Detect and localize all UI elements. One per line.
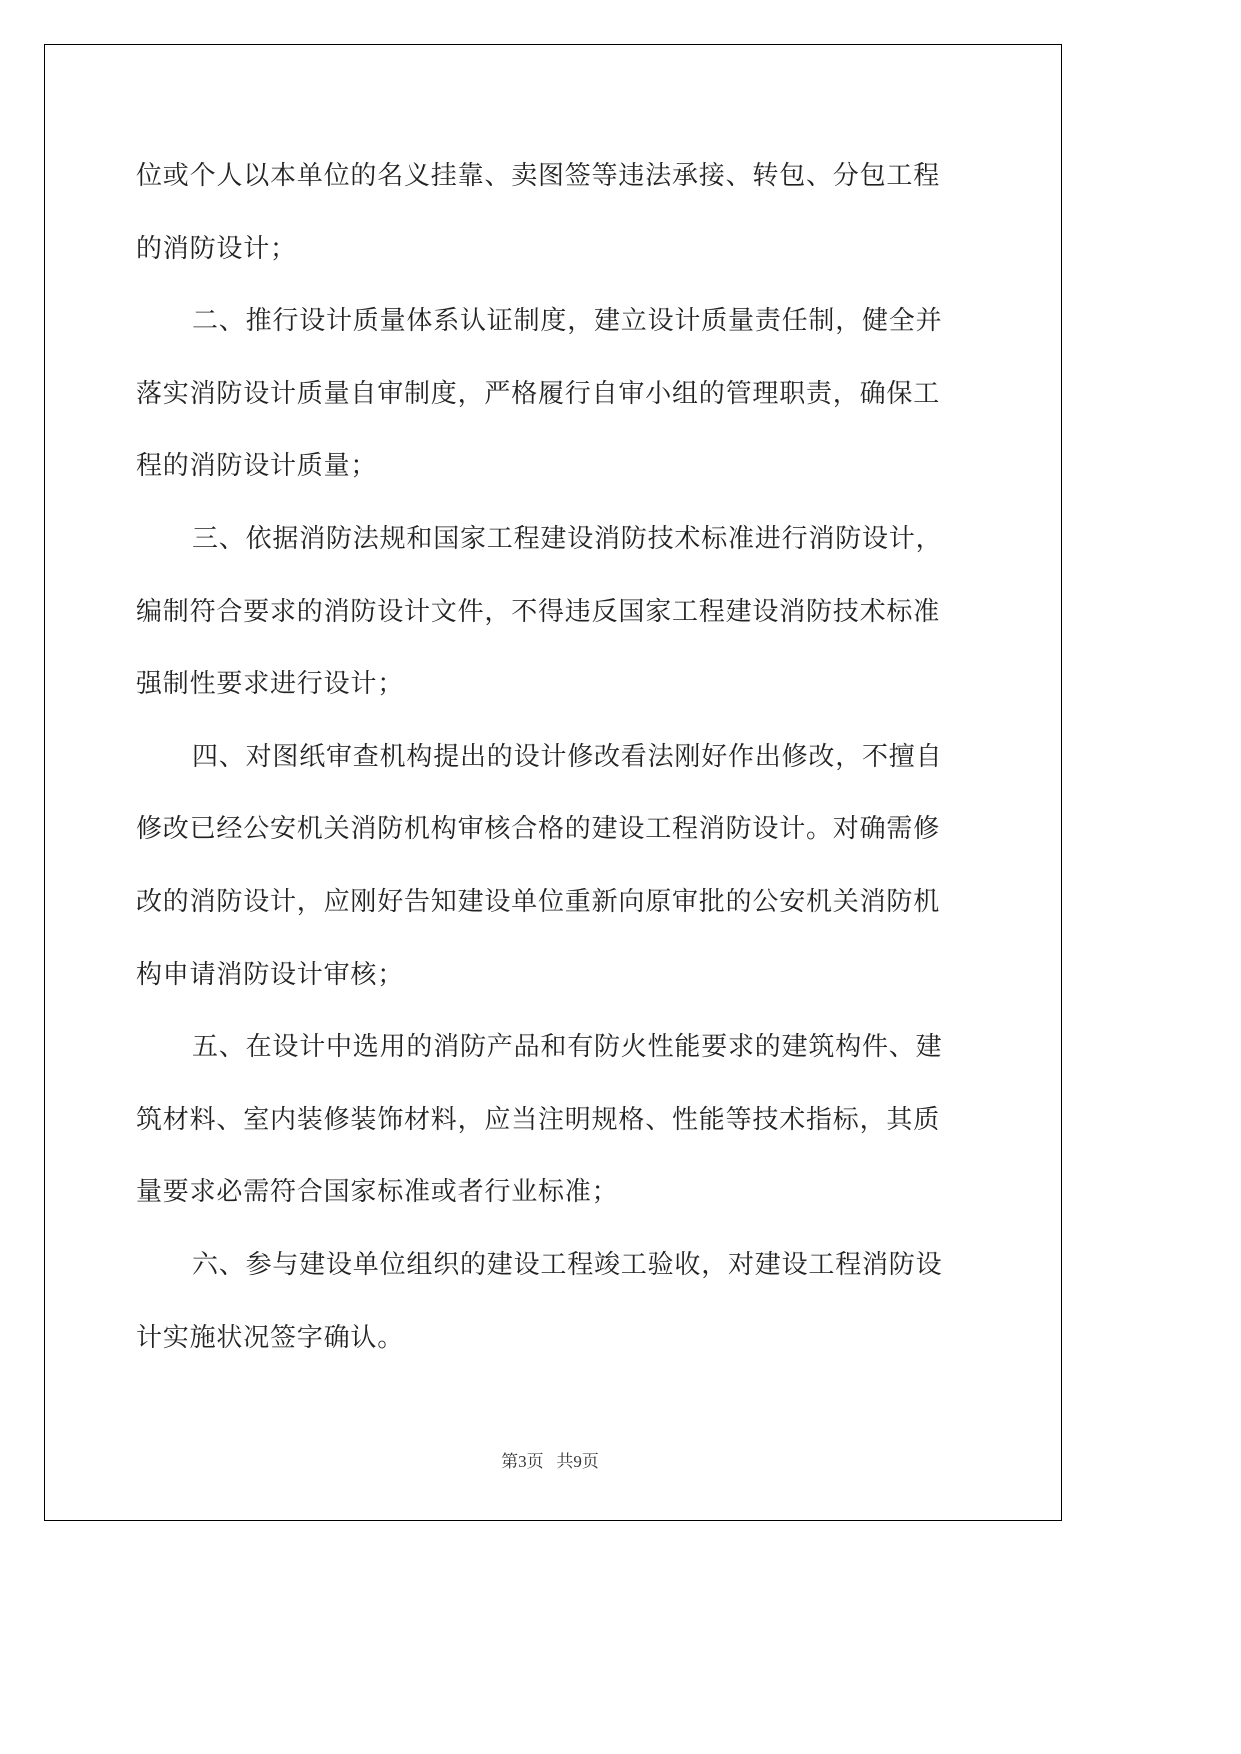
text-line: 二、推行设计质量体系认证制度，建立设计质量责任制，健全并 bbox=[192, 306, 943, 337]
text-line: 位或个人以本单位的名义挂靠、卖图签等违法承接、转包、分包工程 bbox=[136, 161, 941, 191]
text-line: 计实施状况签字确认。 bbox=[136, 1322, 405, 1353]
text-line: 四、对图纸审查机构提出的设计修改看法刚好作出修改，不擅自 bbox=[192, 741, 943, 772]
text-line: 强制性要求进行设计； bbox=[136, 669, 405, 700]
text-line: 筑材料、室内装修装饰材料，应当注明规格、性能等技术指标，其质 bbox=[136, 1104, 941, 1135]
text-line: 构申请消防设计审核； bbox=[136, 959, 405, 990]
document-body bbox=[136, 140, 974, 1374]
page-number: 第3页 共9页 bbox=[501, 1452, 599, 1471]
text-line: 改的消防设计，应刚好告知建设单位重新向原审批的公安机关消防机 bbox=[136, 886, 941, 917]
text-line: 修改已经公安机关消防机构审核合格的建设工程消防设计。对确需修 bbox=[136, 814, 941, 845]
text-line: 编制符合要求的消防设计文件，不得违反国家工程建设消防技术标准 bbox=[136, 596, 941, 627]
text-line: 量要求必需符合国家标准或者行业标准； bbox=[136, 1177, 619, 1208]
text-line: 的消防设计； bbox=[136, 233, 297, 264]
text-line: 六、参与建设单位组织的建设工程竣工验收，对建设工程消防设 bbox=[192, 1249, 943, 1280]
text-line: 落实消防设计质量自审制度，严格履行自审小组的管理职责，确保工 bbox=[136, 378, 941, 409]
page-footer bbox=[0, 1447, 1100, 1472]
text-line: 五、在设计中选用的消防产品和有防火性能要求的建筑构件、建 bbox=[192, 1032, 943, 1063]
text-line: 程的消防设计质量； bbox=[136, 451, 378, 482]
text-line: 三、依据消防法规和国家工程建设消防技术标准进行消防设计， bbox=[192, 523, 943, 554]
